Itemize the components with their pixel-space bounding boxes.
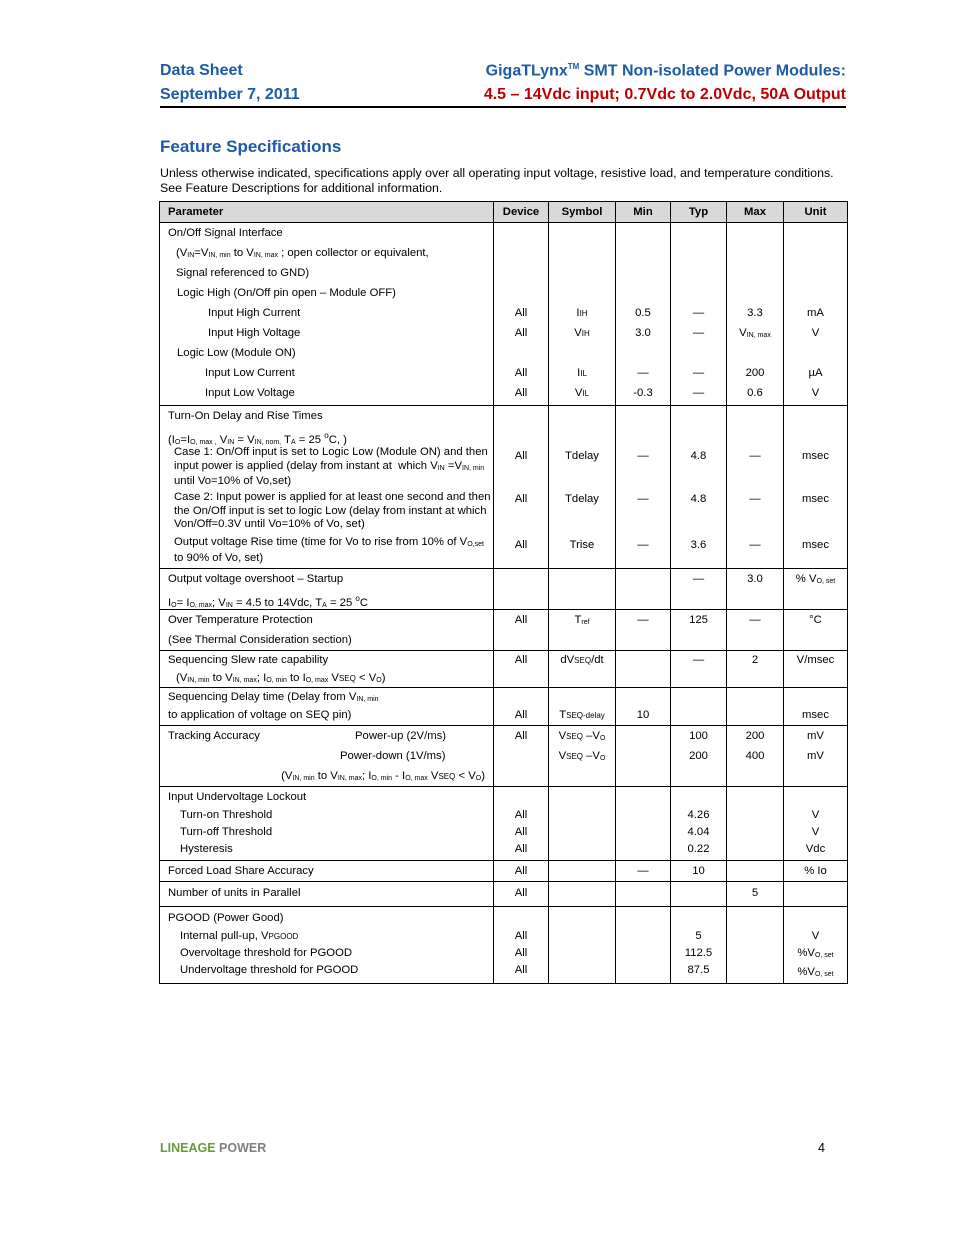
col-device: Device bbox=[494, 202, 549, 223]
max-cell: 3.3 $V_{IN, max}$ 200 0.6 bbox=[727, 223, 784, 406]
param-cell: Over Temperature Protection (See Thermal Consideration section) bbox=[160, 610, 494, 651]
product-title: GigaTLynx™ SMT Non-isolated Power Modules: bbox=[485, 62, 846, 80]
param-cell: On/Off Signal Interface ($V_{IN}=V_{IN, min}$ to $V_{IN, max}$ ; open collector or equivalent, Signal referenced to GND) Logic High (On/Off pin open – Module OFF) Input High Current Input High Voltage Logic Low (Module ON) Input Low Current Input Low Voltage bbox=[160, 223, 494, 406]
param-cell: Turn-On Delay and Rise Times ($I_O=I_{O, max ,}$ $V_{IN} = V_{IN, nom,}$ $T_A = 25$ $^o$C, ) Case 1: On/Off input is set to Logic Low (Module ON) and then input power is applied (delay from instant at which $V_{IN} =V_{IN, min}$ until Vo=10% of Vo,set) Case 2: Input power is applied for at least one second and then the On/Off input is set to logic Low (delay from instant at which Von/Off=0.3V until Vo=10% of Vo, set) Output voltage Rise time (time for Vo to rise from 10% of $V_{O,set}$ to 90% of Vo, set) bbox=[160, 406, 494, 569]
table-row: Sequencing Slew rate capability ($V_{IN, min}$ to $V_{IN, max}$; $I_{O, min}$ to $I_{O, max}$ VSEQ < $V_O$) All dVSEQ/dt — 2 V/msec bbox=[160, 651, 848, 688]
param-cell: Number of units in Parallel bbox=[160, 882, 494, 907]
typ-cell: 4.8 4.8 3.6 bbox=[671, 406, 727, 569]
feature-spec-table bbox=[159, 201, 848, 984]
col-symbol: Symbol bbox=[549, 202, 616, 223]
param-cell: Output voltage overshoot – Startup $I_O= I_{O, max}$; $V_{IN} = 4.5$ to 14Vdc, $T_A = 25$ $^o$C bbox=[160, 569, 494, 610]
col-min: Min bbox=[616, 202, 671, 223]
table-row: Sequencing Delay time (Delay from $V_{IN, min}$ to application of voltage on SEQ pin) All TSEQ-delay 10 msec bbox=[160, 688, 848, 726]
table-row bbox=[160, 223, 848, 406]
header-rule bbox=[160, 106, 846, 108]
table-row: PGOOD (Power Good) Internal pull-up, VPGOOD Overvoltage threshold for PGOOD Undervoltage threshold for PGOOD All All All 5 112.5 87.5 V $\%V_{O, set}$ $\%V_{O, set}$ bbox=[160, 907, 848, 984]
table-row: Number of units in Parallel All 5 bbox=[160, 882, 848, 907]
footer-brand: LINEAGE POWER bbox=[160, 1141, 267, 1155]
typ-cell: — — — — bbox=[671, 223, 727, 406]
param-cell: Sequencing Delay time (Delay from $V_{IN, min}$ to application of voltage on SEQ pin) bbox=[160, 688, 494, 726]
max-cell: — — — bbox=[727, 406, 784, 569]
param-cell: PGOOD (Power Good) Internal pull-up, VPGOOD Overvoltage threshold for PGOOD Undervoltage threshold for PGOOD bbox=[160, 907, 494, 984]
param-cell: Input Undervoltage Lockout Turn-on Threshold Turn-off Threshold Hysteresis bbox=[160, 787, 494, 861]
device-cell: All All All All bbox=[494, 223, 549, 406]
table-row: Output voltage overshoot – Startup $I_O= I_{O, max}$; $V_{IN} = 4.5$ to 14Vdc, $T_A = 25$ $^o$C — 3.0 % $V_{O, set}$ bbox=[160, 569, 848, 610]
min-cell: 0.5 3.0 — -0.3 bbox=[616, 223, 671, 406]
col-parameter: Parameter bbox=[160, 202, 494, 223]
col-typ: Typ bbox=[671, 202, 727, 223]
page-number: 4 bbox=[818, 1141, 825, 1155]
unit-cell: msec msec msec bbox=[784, 406, 848, 569]
intro-text: Unless otherwise indicated, specifications apply over all operating input voltage, resistive load, and temperature conditions. See Feature Descriptions for additional information. bbox=[160, 166, 834, 195]
param-cell: Tracking Accuracy Power-up (2V/ms) Power-down (1V/ms) ($V_{IN, min}$ to $V_{IN, max}$; $I_{O, min} - I_{O, max}$ VSEQ < $V_O$) bbox=[160, 726, 494, 787]
section-title: Feature Specifications bbox=[160, 137, 342, 156]
table-row: Over Temperature Protection (See Thermal Consideration section) All $T_{ref}$ — 125 — °C bbox=[160, 610, 848, 651]
table-row bbox=[160, 406, 848, 569]
symbol-cell: Tdelay Tdelay Trise bbox=[549, 406, 616, 569]
table-row: Input Undervoltage Lockout Turn-on Threshold Turn-off Threshold Hysteresis All All All 4.26 4.04 0.22 V V Vdc bbox=[160, 787, 848, 861]
param-cell: Forced Load Share Accuracy bbox=[160, 861, 494, 882]
symbol-cell: IIH VIH IIL VIL bbox=[549, 223, 616, 406]
table-header-row bbox=[160, 202, 848, 223]
device-cell: All All All bbox=[494, 406, 549, 569]
table-row: Forced Load Share Accuracy All — 10 % Io bbox=[160, 861, 848, 882]
table-row: Tracking Accuracy Power-up (2V/ms) Power-down (1V/ms) ($V_{IN, min}$ to $V_{IN, max}$; $I_{O, min} - I_{O, max}$ VSEQ < $V_O$) All VSEQ $-V_O$ VSEQ $-V_O$ 100 200 200 400 mV mV bbox=[160, 726, 848, 787]
min-cell: — — — bbox=[616, 406, 671, 569]
doc-type: Data Sheet bbox=[160, 62, 243, 79]
product-subtitle: 4.5 – 14Vdc input; 0.7Vdc to 2.0Vdc, 50A Output bbox=[483, 86, 846, 103]
doc-date: September 7, 2011 bbox=[160, 86, 300, 103]
param-cell: Sequencing Slew rate capability ($V_{IN, min}$ to $V_{IN, max}$; $I_{O, min}$ to $I_{O, max}$ VSEQ < $V_O$) bbox=[160, 651, 494, 688]
col-max: Max bbox=[727, 202, 784, 223]
col-unit: Unit bbox=[784, 202, 848, 223]
unit-cell: mA V µA V bbox=[784, 223, 848, 406]
